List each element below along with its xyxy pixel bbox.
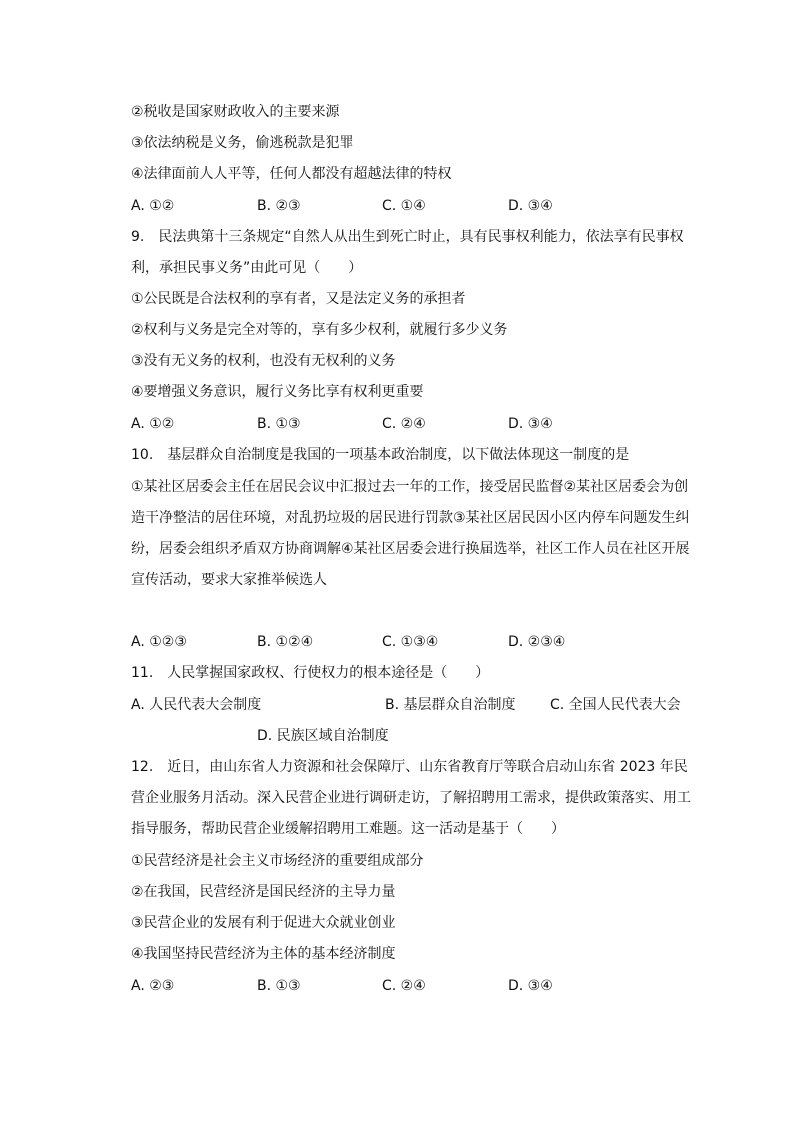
q8-option-d[interactable]: D. ③④ [508,198,553,214]
q12-option-a[interactable]: A. ②③ [131,978,175,994]
q12-stem-text: 近日，由山东省人力资源和社会保障厅、山东省教育厅等联合启动山东省 2023 年民营企业服务月活动。深入民营企业进行调研走访，了解招聘用工需求，提供政策落实、用工指导服务，帮助民营企业缓解招聘用工难题。这一活动是基于（ ） [131,759,691,837]
q9-options [131,414,731,434]
q8-option-b[interactable]: B. ②③ [257,198,301,214]
q12-statement-3: ③民营企业的发展有利于促进大众就业创业 [131,915,396,931]
q11-option-c[interactable]: C. 全国人民代表大会 [550,697,681,713]
q12-number: 12. [131,759,154,775]
q12-options [131,976,731,996]
q11-option-b[interactable]: B. 基层群众自治制度 [385,697,516,713]
q10-number: 10. [131,447,154,463]
q10-option-d[interactable]: D. ②③④ [508,634,566,650]
q12-option-c[interactable]: C. ②④ [382,978,426,994]
q8-option-a[interactable]: A. ①② [131,198,175,214]
q11-stem-text: 人民掌握国家政权、行使权力的根本途径是（ ） [167,665,490,681]
q10-stem [131,445,629,465]
q10-stem-text: 基层群众自治制度是我国的一项基本政治制度，以下做法体现这一制度的是 [167,447,630,463]
q11-options-row1 [131,695,731,715]
q10-options [131,632,731,652]
q9-statement-4: ④要增强义务意识，履行义务比享有权利更重要 [131,384,424,400]
q12-statement-4: ④我国坚持民营经济为主体的基本经济制度 [131,946,396,962]
q9-stem-text: 民法典第十三条规定“自然人从出生到死亡时止，具有民事权利能力，依法享有民事权 [158,229,684,245]
q11-number: 11. [131,665,154,681]
q9-option-c[interactable]: C. ②④ [382,416,426,432]
q9-stem-line2: 利，承担民事义务”由此可见（ ） [131,260,363,276]
q8-statement-2: ②税收是国家财政收入的主要来源 [131,104,340,120]
q9-statement-3: ③没有无义务的权利，也没有无权利的义务 [131,353,396,369]
q9-stem-line1 [131,227,684,247]
q11-stem [131,663,489,683]
q12-option-b[interactable]: B. ①③ [257,978,301,994]
q9-statement-2: ②权利与义务是完全对等的，享有多少权利，就履行多少义务 [131,322,508,338]
q12-stem [131,752,691,845]
q12-statement-2: ②在我国，民营经济是国民经济的主导力量 [131,884,396,900]
q11-option-d[interactable]: D. 民族区域自治制度 [257,728,389,744]
q9-option-a[interactable]: A. ①② [131,416,175,432]
q8-option-c[interactable]: C. ①④ [382,198,426,214]
q8-statement-4: ④法律面前人人平等，任何人都没有超越法律的特权 [131,166,452,182]
q10-option-c[interactable]: C. ①③④ [382,634,439,650]
q8-statement-3: ③依法纳税是义务，偷逃税款是犯罪 [131,135,354,151]
q9-statement-1: ①公民既是合法权利的享有者，又是法定义务的承担者 [131,291,466,307]
q11-options-row2 [131,726,731,746]
q10-option-a[interactable]: A. ①②③ [131,634,187,650]
q12-statement-1: ①民营经济是社会主义市场经济的重要组成部分 [131,853,424,869]
q8-options [131,196,731,216]
q10-body: ①某社区居委会主任在居民会议中汇报过去一年的工作，接受居民监督②某社区居委会为创造干净整洁的居住环境，对乱扔垃圾的居民进行罚款③某社区居民因小区内停车问题发生纠纷，居委会组织矛盾双方协商调解④某社区居委会进行换届选举，社区工作人员在社区开展宣传活动，要求大家推举候选人 [131,479,690,588]
q9-option-b[interactable]: B. ①③ [257,416,301,432]
q10-option-b[interactable]: B. ①②④ [257,634,314,650]
q9-option-d[interactable]: D. ③④ [508,416,553,432]
q12-option-d[interactable]: D. ③④ [508,978,553,994]
q9-number: 9. [131,229,145,245]
q11-option-a[interactable]: A. 人民代表大会制度 [131,697,262,713]
